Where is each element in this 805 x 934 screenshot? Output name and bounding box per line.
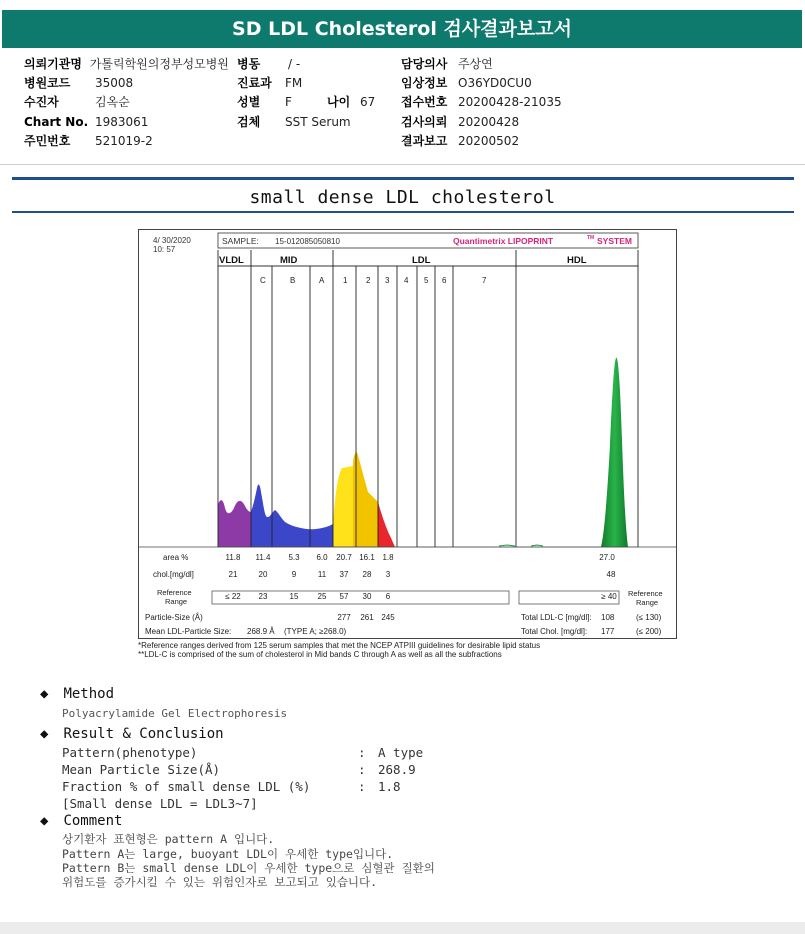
sample-id: 15-012085050810: [275, 237, 340, 246]
chol-label: chol.[mg/dl]: [153, 570, 194, 579]
size-ldl1: 277: [337, 613, 351, 622]
lipoprint-report: [138, 229, 677, 639]
area-hdl: 27.0: [599, 553, 615, 562]
patient-value: 김옥순: [95, 95, 130, 109]
ref-hdl: ≥ 40: [601, 592, 617, 601]
ldl2-peak: [353, 452, 378, 547]
area-a: 6.0: [316, 553, 328, 562]
resident-no-row: [24, 133, 153, 149]
header-divider: [0, 164, 805, 165]
result-fraction-value: 1.8: [378, 779, 401, 794]
area-label: area %: [163, 553, 189, 562]
diamond-bullet-icon: ◆: [40, 813, 49, 829]
hospital-label: 의뢰기관명: [24, 57, 82, 71]
hdl-peak: [601, 358, 628, 547]
clinical-info-label: 임상정보: [401, 76, 448, 90]
ref-ldl3: 6: [385, 592, 391, 601]
group-ldl: LDL: [412, 255, 431, 266]
department-label: 진료과: [237, 76, 272, 90]
result-fraction-colon: :: [358, 779, 366, 794]
ward-label: 병동: [237, 57, 261, 71]
total-chol-ref: (≤ 200): [636, 627, 662, 636]
specimen-row: [237, 114, 351, 130]
result-size-label: Mean Particle Size(Å): [62, 762, 221, 777]
size-ldl3: 245: [381, 613, 395, 622]
result-heading-text: Result & Conclusion: [63, 726, 224, 742]
footer-band: [0, 922, 805, 934]
ward-row: [237, 56, 301, 72]
band-label-c: C: [260, 276, 266, 285]
report-title: SD LDL Cholesterol 검사결과보고서: [2, 10, 802, 48]
total-ldl-value: 108: [601, 613, 615, 622]
accession-row: [401, 94, 562, 110]
run-time: 10: 57: [153, 245, 176, 254]
brand-tm: TM: [587, 235, 595, 241]
method-text: Polyacrylamide Gel Electrophoresis: [62, 707, 288, 720]
band-label-5: 5: [424, 276, 429, 285]
band-label-b: B: [290, 276, 296, 285]
mean-label: Mean LDL-Particle Size:: [145, 627, 232, 636]
band-label-1: 1: [343, 276, 348, 285]
patient-row: [24, 94, 130, 110]
result-size-value: 268.9: [378, 762, 416, 777]
sample-label: SAMPLE:: [222, 236, 259, 246]
chart-no-row: [24, 114, 149, 130]
sex-row: [237, 94, 292, 110]
group-vldl: VLDL: [219, 255, 244, 266]
ldl3-peak: [378, 502, 395, 547]
ref-ldl1: 57: [339, 592, 349, 601]
age-value: 67: [360, 95, 376, 109]
mean-type: (TYPE A; ≥268.0): [284, 627, 347, 636]
mean-value: 268.9 Å: [247, 627, 275, 636]
chol-ldl2: 28: [362, 570, 372, 579]
ref-a: 25: [317, 592, 327, 601]
area-ldl3: 1.8: [382, 553, 394, 562]
band-label-6: 6: [442, 276, 447, 285]
method-heading-text: Method: [63, 686, 115, 702]
total-chol-label: Total Chol. [mg/dl]:: [521, 627, 588, 636]
hospital-code-value: 35008: [95, 76, 134, 90]
request-date-row: [401, 114, 520, 130]
request-date-value: 20200428: [458, 115, 520, 129]
reference-notes: [138, 641, 540, 659]
ref-label-1: Reference: [157, 588, 192, 597]
band-label-4: 4: [404, 276, 409, 285]
ref-range-box: [212, 591, 509, 604]
comment-line: 위험도를 증가시킬 수 있는 위험인자로 보고되고 있습니다.: [62, 875, 378, 889]
group-mid: MID: [280, 255, 298, 266]
chol-b: 9: [291, 570, 297, 579]
comment-line: Pattern B는 small dense LDL이 우세한 type으로 심혈관 질환의: [62, 861, 435, 875]
size-ldl2: 261: [360, 613, 374, 622]
resident-no-label: 주민번호: [24, 134, 71, 148]
report-date-label: 결과보고: [401, 134, 448, 148]
ref-ldl2: 30: [362, 592, 372, 601]
age-label: 나이: [327, 95, 351, 109]
accession-value: 20200428-21035: [458, 95, 562, 109]
ward-value: / -: [288, 57, 301, 71]
area-ldl1: 20.7: [336, 553, 352, 562]
right-ref-label-1: Reference: [628, 589, 663, 598]
diamond-bullet-icon: ◆: [40, 686, 49, 702]
band-label-2: 2: [366, 276, 371, 285]
comment-heading-text: Comment: [63, 813, 123, 829]
brand-system: SYSTEM: [597, 236, 632, 246]
chol-ldl3: 3: [385, 570, 391, 579]
patient-label: 수진자: [24, 95, 59, 109]
resident-no-value: 521019-2: [95, 134, 153, 148]
mid-peak: [251, 485, 333, 547]
lipoprint-chart: [139, 230, 676, 638]
total-ldl-label: Total LDL-C [mg/dl]:: [521, 613, 592, 622]
method-heading: [40, 686, 114, 702]
result-pattern-value: A type: [378, 745, 424, 760]
section-title: small dense LDL cholesterol: [249, 187, 556, 208]
result-pattern-label: Pattern(phenotype): [62, 745, 198, 760]
doctor-label: 담당의사: [401, 57, 448, 71]
chol-a: 11: [317, 570, 327, 579]
section-rule-bottom: [12, 211, 794, 213]
result-heading: [40, 726, 224, 742]
band-label-7: 7: [482, 276, 487, 285]
report-date-row: [401, 133, 520, 149]
result-fraction-label: Fraction % of small dense LDL (%): [62, 779, 311, 794]
comment-heading: [40, 813, 122, 829]
chol-ldl1: 37: [339, 570, 349, 579]
comment-line: Pattern A는 large, buoyant LDL이 우세한 type입니다.: [62, 847, 394, 861]
ref-c: 23: [258, 592, 268, 601]
run-date: 4/ 30/2020: [153, 236, 191, 245]
request-date-label: 검사의뢰: [401, 115, 448, 129]
comment-line: 상기환자 표현형은 pattern A 입니다.: [62, 832, 275, 846]
clinical-info-row: [401, 75, 532, 91]
band-label-3: 3: [385, 276, 390, 285]
vldl-peak: [218, 500, 251, 547]
right-ref-label-2: Range: [636, 598, 659, 607]
hospital-code-row: [24, 75, 134, 91]
specimen-label: 검체: [237, 115, 261, 129]
note-line: **LDL-C is comprised of the sum of cholesterol in Mid bands C through A as well as all the subfractions: [138, 650, 502, 659]
chart-no-label: Chart No.: [24, 115, 89, 129]
department-value: FM: [285, 76, 303, 90]
hospital-row: [24, 56, 229, 72]
specimen-value: SST Serum: [285, 115, 351, 129]
report-date-value: 20200502: [458, 134, 520, 148]
doctor-value: 주상연: [458, 57, 493, 71]
accession-label: 접수번호: [401, 95, 448, 109]
area-ldl2: 16.1: [359, 553, 375, 562]
clinical-info-value: O36YD0CU0: [458, 76, 532, 90]
result-note: [Small dense LDL = LDL3~7]: [62, 796, 258, 811]
chol-c: 20: [258, 570, 268, 579]
hospital-code-label: 병원코드: [24, 76, 71, 90]
size-label: Particle-Size (Å): [145, 613, 203, 622]
brand-name: Quantimetrix LIPOPRINT: [453, 236, 554, 246]
chol-hdl: 48: [606, 570, 616, 579]
chart-no-value: 1983061: [95, 115, 149, 129]
diamond-bullet-icon: ◆: [40, 726, 49, 742]
area-vldl: 11.8: [225, 553, 241, 562]
age-row: [327, 94, 375, 110]
ldl1-peak: [333, 466, 353, 547]
total-chol-value: 177: [601, 627, 615, 636]
result-pattern-colon: :: [358, 745, 366, 760]
doctor-row: [401, 56, 493, 72]
chol-vldl: 21: [228, 570, 238, 579]
department-row: [237, 75, 303, 91]
minor-green-bumps: [499, 545, 543, 546]
result-size-colon: :: [358, 762, 366, 777]
hospital-value: 가톨릭학원의정부성모병원: [89, 57, 229, 71]
ref-b: 15: [289, 592, 299, 601]
sex-value: F: [285, 95, 292, 109]
band-label-a: A: [319, 276, 325, 285]
area-c: 11.4: [255, 553, 271, 562]
total-ldl-ref: (≤ 130): [636, 613, 662, 622]
section-rule-top: [12, 177, 794, 180]
sex-label: 성별: [237, 95, 261, 109]
note-line: *Reference ranges derived from 125 serum samples that met the NCEP ATPIII guidelines for desirable lipid status: [138, 641, 541, 650]
area-b: 5.3: [288, 553, 300, 562]
group-hdl: HDL: [567, 255, 587, 266]
ref-label-2: Range: [165, 597, 188, 606]
ref-vldl: ≤ 22: [225, 592, 241, 601]
